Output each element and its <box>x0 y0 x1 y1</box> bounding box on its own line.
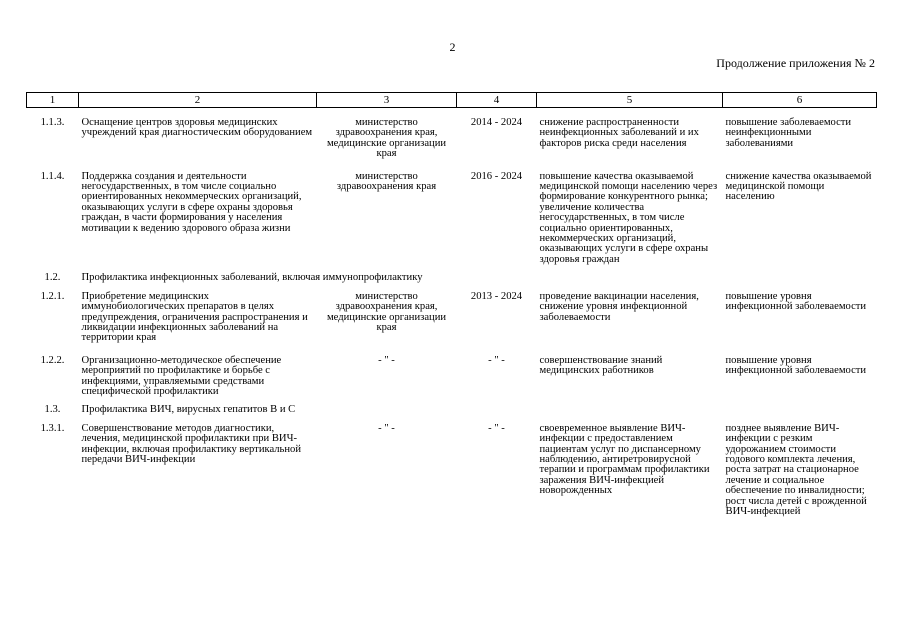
period: 2016 - 2024 <box>470 170 523 182</box>
column-header-2: 2 <box>79 93 317 108</box>
consequence: повышение уровня инфекционной заболеваемости <box>725 354 867 377</box>
section-number: 1.2. <box>44 272 61 284</box>
column-header-5: 5 <box>537 93 723 108</box>
section-title: Профилактика инфекционных заболеваний, включая иммунопрофилактику <box>81 272 423 284</box>
consequence: снижение качества оказываемой медицинской помощи населению <box>725 170 872 203</box>
table-row <box>27 416 877 518</box>
section-number: 1.3. <box>44 404 61 416</box>
table-row <box>27 108 877 160</box>
period: 2013 - 2024 <box>470 290 523 302</box>
period: 2014 - 2024 <box>470 117 523 128</box>
activities-table <box>26 92 877 517</box>
column-header-6: 6 <box>723 93 877 108</box>
activity-name: Приобретение медицинских иммунобиологических препаратов в целях предупреждения, ограничения распространения и ликвидации инфекционных заболеваний на территории края <box>81 290 308 344</box>
executor: министерство здравоохранения края <box>336 170 437 193</box>
table-row <box>27 160 877 266</box>
activity-name: Оснащение центров здоровья медицинских учреждений края диагностическим оборудованием <box>81 117 313 139</box>
activity-name: Организационно-методическое обеспечение мероприятий по профилактике и борьбе с инфекциями, управляемыми средствами специфической профилактики <box>81 354 282 397</box>
executor: министерство здравоохранения края, медицинские организации края <box>326 290 447 333</box>
activity-name: Совершенствование методов диагностики, лечения, медицинской профилактики при ВИЧ-инфекции, включая профилактику вертикальной передачи ВИЧ-инфекции <box>81 422 302 465</box>
executor: - " - <box>378 354 395 366</box>
expected-result: своевременное выявление ВИЧ-инфекции с предоставлением пациентам услуг по диспансерному наблюдению, антиретровирусной терапии и программам профилактики заражения ВИЧ-инфекцией новорожденных <box>539 422 710 497</box>
table-header-row <box>27 93 877 108</box>
column-header-1: 1 <box>27 93 79 108</box>
appendix-continuation-label: Продолжение приложения № 2 <box>716 56 875 70</box>
row-number: 1.2.2. <box>40 354 65 366</box>
expected-result: снижение распространенности неинфекционных заболеваний и их факторов риска среди населения <box>539 117 699 149</box>
table-row <box>27 284 877 344</box>
column-header-3: 3 <box>317 93 457 108</box>
row-number: 1.2.1. <box>40 290 65 302</box>
period: - " - <box>488 422 505 434</box>
activity-name: Поддержка создания и деятельности негосударственных, в том числе социально ориентированных некоммерческих организаций, оказывающих услуги в сфере охраны здоровья граждан, в части формирования у населения мотивации к ведению здорового образа жизни <box>81 170 302 234</box>
column-header-4: 4 <box>457 93 537 108</box>
section-row <box>27 397 877 415</box>
table-row <box>27 344 877 398</box>
section-row <box>27 265 877 283</box>
consequence: повышение заболеваемости неинфекционными заболеваниями <box>725 117 852 149</box>
expected-result: проведение вакцинации населения, снижение уровня инфекционной заболеваемости <box>539 290 699 323</box>
row-number: 1.3.1. <box>40 422 65 434</box>
expected-result: совершенствование знаний медицинских работников <box>539 354 663 377</box>
expected-result: повышение качества оказываемой медицинской помощи населению через формирование конкурентного рынка; увеличение количества негосударственных, в том числе социально ориентированных, некоммерческих организаций, оказывающих услуги в сфере охраны здоровья граждан <box>539 170 718 265</box>
consequence: повышение уровня инфекционной заболеваемости <box>725 290 867 313</box>
consequence: позднее выявление ВИЧ-инфекции с резким удорожанием стоимости годового комплекта лечения, роста затрат на стационарное лечение и социальное обеспечение по инвалидности; рост числа детей с врожденной ВИЧ-инфекцией <box>725 422 867 517</box>
executor: - " - <box>378 422 395 434</box>
section-title: Профилактика ВИЧ, вирусных гепатитов B и C <box>81 404 296 416</box>
executor: министерство здравоохранения края, медицинские организации края <box>326 117 447 160</box>
period: - " - <box>488 354 505 366</box>
row-number: 1.1.3. <box>40 117 65 128</box>
row-number: 1.1.4. <box>40 170 65 182</box>
page-number: 2 <box>449 40 456 54</box>
